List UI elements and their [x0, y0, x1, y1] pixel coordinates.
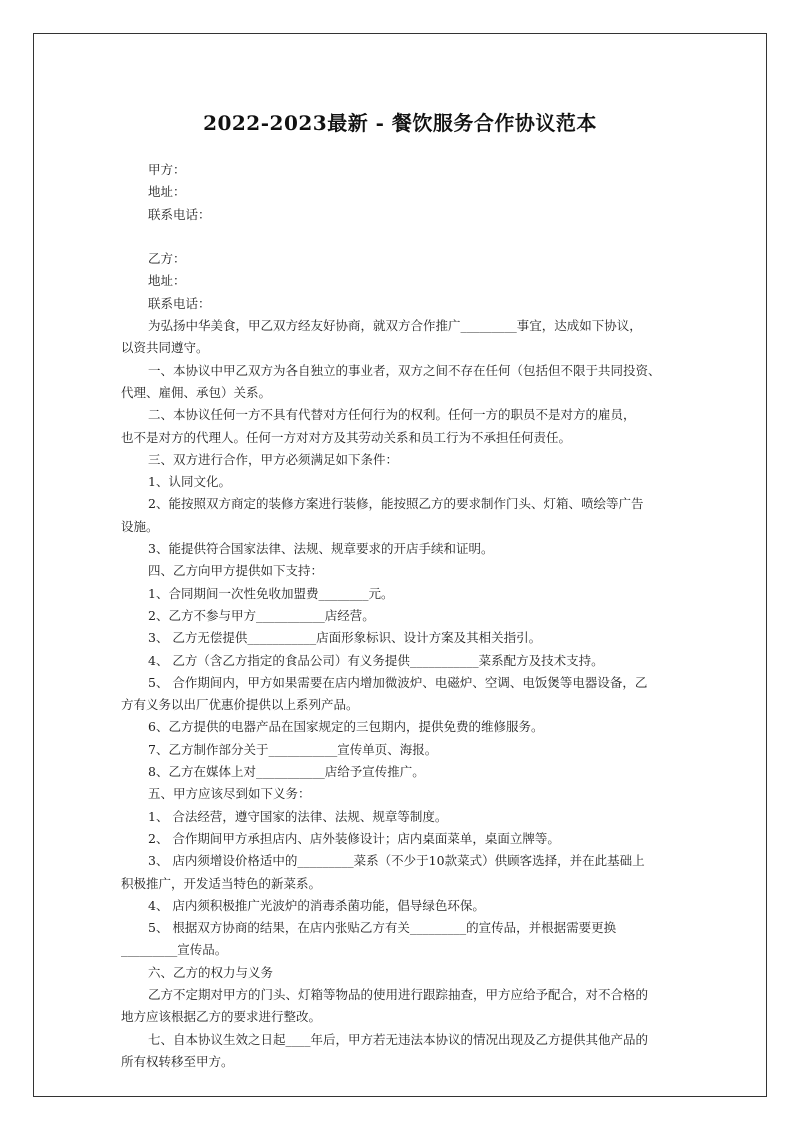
clause-line: 4、 店内须积极推广光波炉的消毒杀菌功能，倡导绿色环保。	[148, 897, 485, 913]
clause-line: 设施。	[121, 518, 159, 534]
clause-line: 三、双方进行合作，甲方必须满足如下条件：	[148, 451, 399, 467]
clause-line: 代理、雇佣、承包）关系。	[121, 384, 272, 400]
clause-line: 乙方不定期对甲方的门头、灯箱等物品的使用进行跟踪抽查，甲方应给予配合，对不合格的	[148, 986, 649, 1002]
clause-line: 1、认同文化。	[148, 474, 231, 490]
clause-line: 3、 乙方无偿提供___________店面形象标识、设计方案及其相关指引。	[148, 630, 542, 646]
party-a-phone: 联系电话：	[148, 206, 211, 222]
clause-line: 7、乙方制作部分关于___________宣传单页、海报。	[148, 741, 438, 757]
document-body	[121, 159, 681, 1073]
clause-line: 积极推广，开发适当特色的新菜系。	[121, 875, 322, 891]
clause-line: 1、 合法经营，遵守国家的法律、法规、规章等制度。	[148, 808, 448, 824]
clause-line: 2、能按照双方商定的装修方案进行装修，能按照乙方的要求制作门头、灯箱、喷绘等广告	[148, 496, 644, 512]
clause-line: 2、 合作期间甲方承担店内、店外装修设计；店内桌面菜单，桌面立牌等。	[148, 830, 560, 846]
clause-line: 四、乙方向甲方提供如下支持：	[148, 563, 324, 579]
clause-line: 六、乙方的权力与义务	[148, 964, 274, 980]
clause-line: 二、本协议任何一方不具有代替对方任何行为的权利。任何一方的职员不是对方的雇员，	[148, 407, 636, 423]
agreement-clauses	[121, 315, 681, 1073]
clause-line: 所有权转移至甲方。	[121, 1053, 234, 1069]
clause-line: 以资共同遵守。	[121, 340, 209, 356]
clause-line: _________宣传品。	[121, 942, 228, 958]
party-a-block	[121, 159, 681, 226]
clause-line: 3、 店内须增设价格适中的_________菜系（不少于10款菜式）供顾客选择，并在此基础上	[148, 853, 645, 869]
clause-line: 1、合同期间一次性免收加盟费________元。	[148, 585, 394, 601]
party-b-name: 乙方：	[148, 251, 186, 267]
clause-line: 五、甲方应该尽到如下义务：	[148, 786, 311, 802]
clause-line: 地方应该根据乙方的要求进行整改。	[121, 1009, 322, 1025]
party-b-block	[121, 248, 681, 315]
clause-line: 为弘扬中华美食，甲乙双方经友好协商，就双方合作推广_________事宜，达成如下协议，	[148, 318, 642, 334]
clause-line: 3、能提供符合国家法律、法规、规章要求的开店手续和证明。	[148, 541, 494, 557]
document-title: 2022-2023最新 - 餐饮服务合作协议范本	[203, 111, 597, 135]
clause-line: 8、乙方在媒体上对___________店给予宣传推广。	[148, 764, 425, 780]
clause-line: 5、 合作期间内，甲方如果需要在店内增加微波炉、电磁炉、空调、电饭煲等电器设备，乙	[148, 674, 648, 690]
party-a-address: 地址：	[148, 184, 186, 200]
clause-line: 5、 根据双方协商的结果，在店内张贴乙方有关_________的宣传品，并根据需要更换	[148, 920, 617, 936]
clause-line: 2、乙方不参与甲方___________店经营。	[148, 607, 375, 623]
clause-line: 4、 乙方（含乙方指定的食品公司）有义务提供___________菜系配方及技术支持。	[148, 652, 604, 668]
party-b-phone: 联系电话：	[148, 295, 211, 311]
clause-line: 方有义务以出厂优惠价提供以上系列产品。	[121, 697, 359, 713]
party-a-name: 甲方：	[148, 162, 186, 177]
clause-line: 一、本协议中甲乙双方为各自独立的事业者，双方之间不存在任何（包括但不限于共同投资、	[148, 362, 661, 378]
spacer	[121, 226, 681, 248]
party-b-address: 地址：	[148, 273, 186, 289]
clause-line: 也不是对方的代理人。任何一方对对方及其劳动关系和员工行为不承担任何责任。	[121, 429, 572, 445]
clause-line: 七、自本协议生效之日起____年后，甲方若无违法本协议的情况出现及乙方提供其他产品的	[148, 1031, 649, 1047]
clause-line: 6、乙方提供的电器产品在国家规定的三包期内，提供免费的维修服务。	[148, 719, 544, 735]
